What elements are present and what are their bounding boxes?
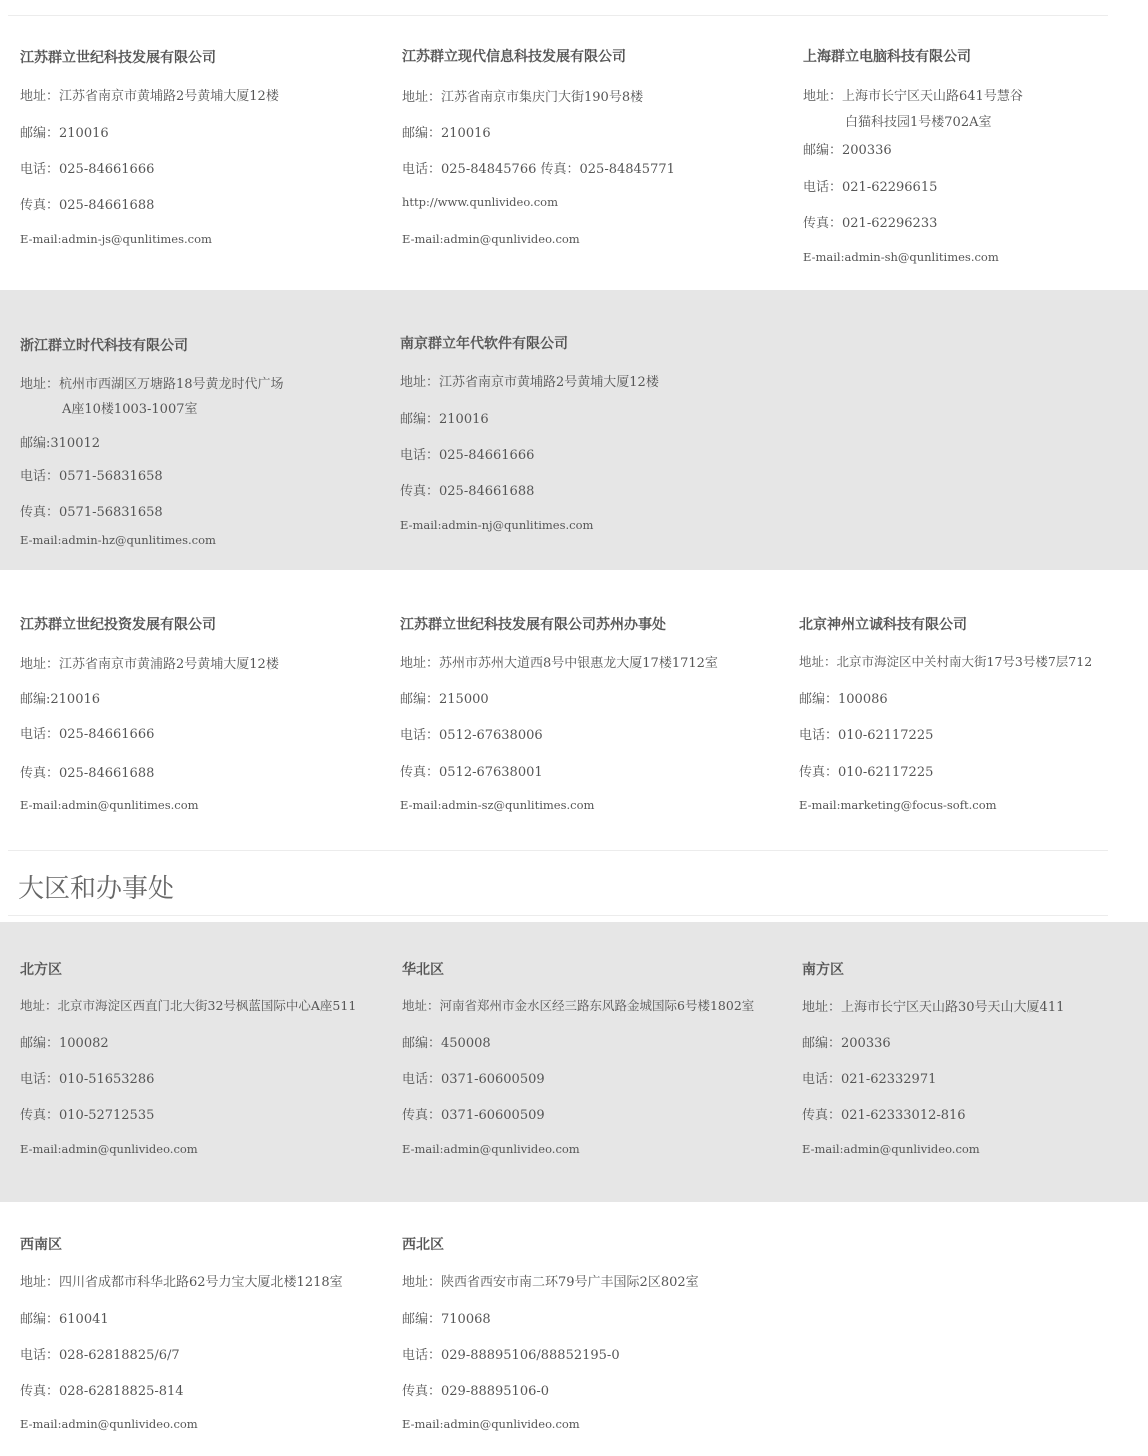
company-postcode: 邮编:210016	[20, 692, 101, 707]
company-fax: 传真：025-84661688	[400, 484, 535, 499]
region-card-northwest	[402, 1234, 792, 1444]
region-address: 地址：陕西省西安市南二环79号广丰国际2区802室	[402, 1275, 699, 1290]
company-name: 江苏群立世纪科技发展有限公司苏州办事处	[400, 617, 666, 633]
company-name: 北京神州立诚科技有限公司	[799, 617, 967, 633]
region-card-north	[20, 959, 390, 1169]
company-card-nanjing-software	[400, 333, 790, 543]
region-fax: 传真：029-88895106-0	[402, 1384, 550, 1399]
company-postcode: 邮编：215000	[400, 692, 489, 707]
company-email[interactable]: E-mail:admin-hz@qunlitimes.com	[20, 533, 216, 547]
company-name: 江苏群立现代信息科技发展有限公司	[402, 49, 626, 65]
company-name: 上海群立电脑科技有限公司	[803, 49, 971, 65]
company-address-line2: A座10楼1003-1007室	[62, 402, 198, 417]
company-address: 地址：江苏省南京市黄埔路2号黄埔大厦12楼	[20, 89, 279, 104]
company-email[interactable]: E-mail:admin-js@qunlitimes.com	[20, 232, 212, 246]
company-name: 江苏群立世纪投资发展有限公司	[20, 617, 216, 633]
region-email[interactable]: E-mail:admin@qunlivideo.com	[20, 1142, 198, 1156]
region-name: 北方区	[20, 962, 62, 978]
region-name: 华北区	[402, 962, 444, 978]
company-fax: 传真：021-62296233	[803, 216, 938, 231]
company-postcode: 邮编：100086	[799, 692, 888, 707]
region-phone: 电话：0371-60600509	[402, 1072, 545, 1087]
company-phone: 电话：021-62296615	[803, 180, 938, 195]
region-name: 西南区	[20, 1237, 62, 1253]
company-phone: 电话：0571-56831658	[20, 469, 163, 484]
region-address: 地址：四川省成都市科华北路62号力宝大厦北楼1218室	[20, 1275, 343, 1290]
region-postcode: 邮编：450008	[402, 1036, 491, 1051]
region-card-south	[802, 959, 1142, 1169]
region-address: 地址：上海市长宁区天山路30号天山大厦411	[802, 1000, 1065, 1015]
company-card-jiangsu-modern	[402, 46, 792, 256]
region-email[interactable]: E-mail:admin@qunlivideo.com	[20, 1417, 198, 1431]
region-postcode: 邮编：100082	[20, 1036, 109, 1051]
company-phone: 电话：025-84661666	[400, 448, 535, 463]
company-email[interactable]: E-mail:admin-sh@qunlitimes.com	[803, 250, 999, 264]
region-address: 地址：北京市海淀区西直门北大街32号枫蓝国际中心A座511	[20, 998, 357, 1013]
company-email[interactable]: E-mail:admin@qunlitimes.com	[20, 798, 199, 812]
region-phone: 电话：021-62332971	[802, 1072, 937, 1087]
regions-divider-bottom	[8, 915, 1108, 916]
company-address: 地址：江苏省南京市黄埔路2号黄埔大厦12楼	[400, 375, 659, 390]
company-phone: 电话：025-84661666	[20, 727, 155, 742]
company-email[interactable]: E-mail:admin-nj@qunlitimes.com	[400, 518, 594, 532]
company-phone: 电话：0512-67638006	[400, 728, 543, 743]
company-postcode: 邮编:310012	[20, 436, 101, 451]
company-fax: 传真：0571-56831658	[20, 505, 163, 520]
region-phone: 电话：010-51653286	[20, 1072, 155, 1087]
company-address: 地址：苏州市苏州大道西8号中银惠龙大厦17楼1712室	[400, 656, 718, 671]
company-address: 地址：上海市长宁区天山路641号慧谷	[803, 89, 1023, 104]
regions-heading: 大区和办事处	[18, 874, 175, 904]
company-fax: 传真：010-62117225	[799, 765, 934, 780]
region-postcode: 邮编：200336	[802, 1036, 891, 1051]
region-phone: 电话：029-88895106/88852195-0	[402, 1348, 620, 1363]
region-card-southwest	[20, 1234, 390, 1444]
region-fax: 传真：021-62333012-816	[802, 1108, 966, 1123]
company-address: 地址：杭州市西湖区万塘路18号黄龙时代广场	[20, 377, 284, 392]
region-fax: 传真：010-52712535	[20, 1108, 155, 1123]
company-address: 地址：江苏省南京市集庆门大街190号8楼	[402, 90, 644, 105]
company-address: 地址：江苏省南京市黄浦路2号黄埔大厦12楼	[20, 657, 279, 672]
company-email[interactable]: E-mail:marketing@focus-soft.com	[799, 798, 997, 812]
company-email[interactable]: E-mail:admin@qunlivideo.com	[402, 232, 580, 246]
region-name: 西北区	[402, 1237, 444, 1253]
company-address-line2: 白猫科技园1号楼702A室	[845, 115, 992, 130]
company-card-shanghai	[803, 46, 1148, 276]
company-card-suzhou-office	[400, 614, 790, 824]
region-postcode: 邮编：710068	[402, 1312, 491, 1327]
region-fax: 传真：0371-60600509	[402, 1108, 545, 1123]
regions-divider-top	[8, 850, 1108, 851]
company-website[interactable]: http://www.qunlivideo.com	[402, 195, 558, 209]
company-card-zhejiang	[20, 335, 410, 555]
region-email[interactable]: E-mail:admin@qunlivideo.com	[402, 1142, 580, 1156]
company-phone-fax: 电话：025-84845766 传真：025-84845771	[402, 162, 675, 177]
company-fax: 传真：025-84661688	[20, 198, 155, 213]
region-email[interactable]: E-mail:admin@qunlivideo.com	[402, 1417, 580, 1431]
region-address: 地址：河南省郑州市金水区经三路东风路金城国际6号楼1802室	[402, 998, 755, 1013]
company-card-jiangsu-investment	[20, 614, 410, 824]
company-email[interactable]: E-mail:admin-sz@qunlitimes.com	[400, 798, 595, 812]
region-card-north-china	[402, 959, 792, 1169]
company-address: 地址：北京市海淀区中关村南大街17号3号楼7层712	[799, 654, 1093, 669]
company-postcode: 邮编：200336	[803, 143, 892, 158]
company-postcode: 邮编：210016	[20, 126, 109, 141]
company-card-jiangsu-century	[20, 47, 410, 257]
company-postcode: 邮编：210016	[402, 126, 491, 141]
company-name: 江苏群立世纪科技发展有限公司	[20, 50, 216, 66]
region-phone: 电话：028-62818825/6/7	[20, 1348, 180, 1363]
company-name: 南京群立年代软件有限公司	[400, 336, 568, 352]
region-name: 南方区	[802, 962, 844, 978]
region-fax: 传真：028-62818825-814	[20, 1384, 184, 1399]
company-fax: 传真：025-84661688	[20, 766, 155, 781]
company-phone: 电话：025-84661666	[20, 162, 155, 177]
company-postcode: 邮编：210016	[400, 412, 489, 427]
company-name: 浙江群立时代科技有限公司	[20, 338, 188, 354]
company-fax: 传真：0512-67638001	[400, 765, 543, 780]
region-email[interactable]: E-mail:admin@qunlivideo.com	[802, 1142, 980, 1156]
company-phone: 电话：010-62117225	[799, 728, 934, 743]
company-card-beijing-shenzhou	[799, 614, 1144, 824]
region-postcode: 邮编：610041	[20, 1312, 109, 1327]
